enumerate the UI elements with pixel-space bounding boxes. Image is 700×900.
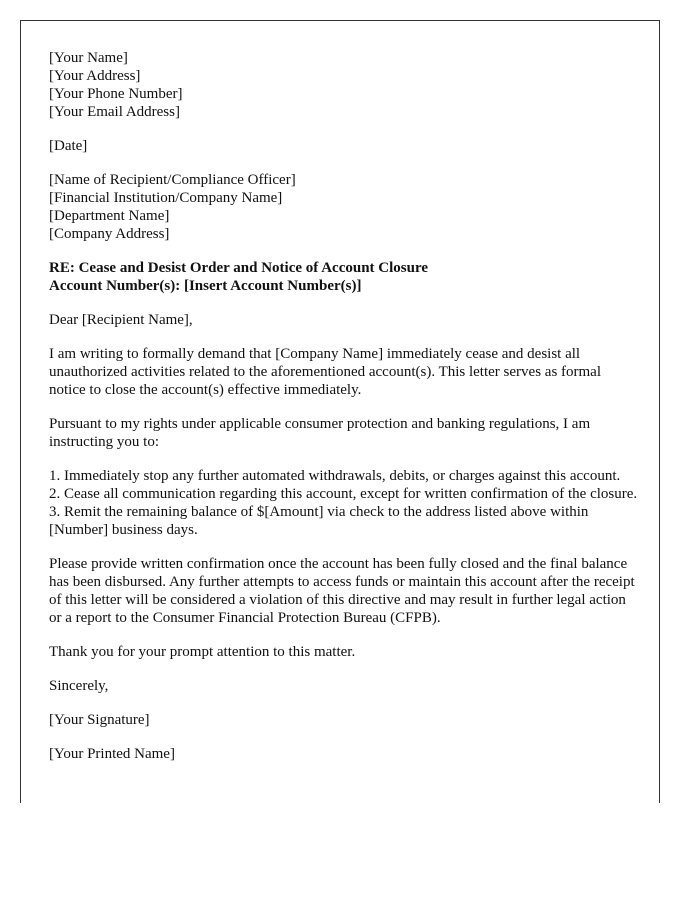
- account-number-line: Account Number(s): [Insert Account Number(s)]: [49, 278, 362, 294]
- signature-placeholder: [Your Signature]: [49, 712, 150, 728]
- salutation: Dear [Recipient Name],: [49, 312, 193, 328]
- pursuant-paragraph: Pursuant to my rights under applicable consumer protection and banking regulations, I am instructing you to:: [49, 416, 591, 450]
- recipient-institution: [Financial Institution/Company Name]: [49, 190, 283, 206]
- confirmation-paragraph: Please provide written confirmation once the account has been fully closed and the final balance has been disbursed. Any further attempts to access funds or maintain this account after the receipt of this letter will be considered a violation of this directive and may result in further legal action or a report to the Consumer Financial Protection Bureau (CFPB).: [49, 556, 635, 626]
- sender-email: [Your Email Address]: [49, 104, 180, 120]
- sender-block: [49, 49, 639, 121]
- recipient-block: [49, 171, 639, 243]
- sender-phone: [Your Phone Number]: [49, 86, 183, 102]
- sender-name: [Your Name]: [49, 50, 128, 66]
- instruction-item: 3. Remit the remaining balance of $[Amount] via check to the address listed above within [Number] business days.: [49, 504, 589, 538]
- instruction-item: 2. Cease all communication regarding this account, except for written confirmation of the closure.: [49, 486, 638, 502]
- instruction-list: [49, 467, 639, 539]
- recipient-address: [Company Address]: [49, 226, 170, 242]
- subject-block: [49, 259, 639, 295]
- date-block: [49, 137, 639, 155]
- letter-date: [Date]: [49, 138, 88, 154]
- recipient-department: [Department Name]: [49, 208, 170, 224]
- letter-page: [20, 20, 660, 803]
- subject-line: RE: Cease and Desist Order and Notice of Account Closure: [49, 260, 429, 276]
- printed-name-placeholder: [Your Printed Name]: [49, 746, 175, 762]
- intro-paragraph: I am writing to formally demand that [Company Name] immediately cease and desist all unauthorized activities related to the aforementioned account(s). This letter serves as formal notice to close the account(s) effective immediately.: [49, 346, 602, 398]
- sender-address: [Your Address]: [49, 68, 141, 84]
- letter-content: [49, 49, 639, 779]
- thanks-paragraph: Thank you for your prompt attention to this matter.: [49, 644, 356, 660]
- valediction: Sincerely,: [49, 678, 109, 694]
- recipient-name: [Name of Recipient/Compliance Officer]: [49, 172, 296, 188]
- instruction-item: 1. Immediately stop any further automated withdrawals, debits, or charges against this account.: [49, 468, 621, 484]
